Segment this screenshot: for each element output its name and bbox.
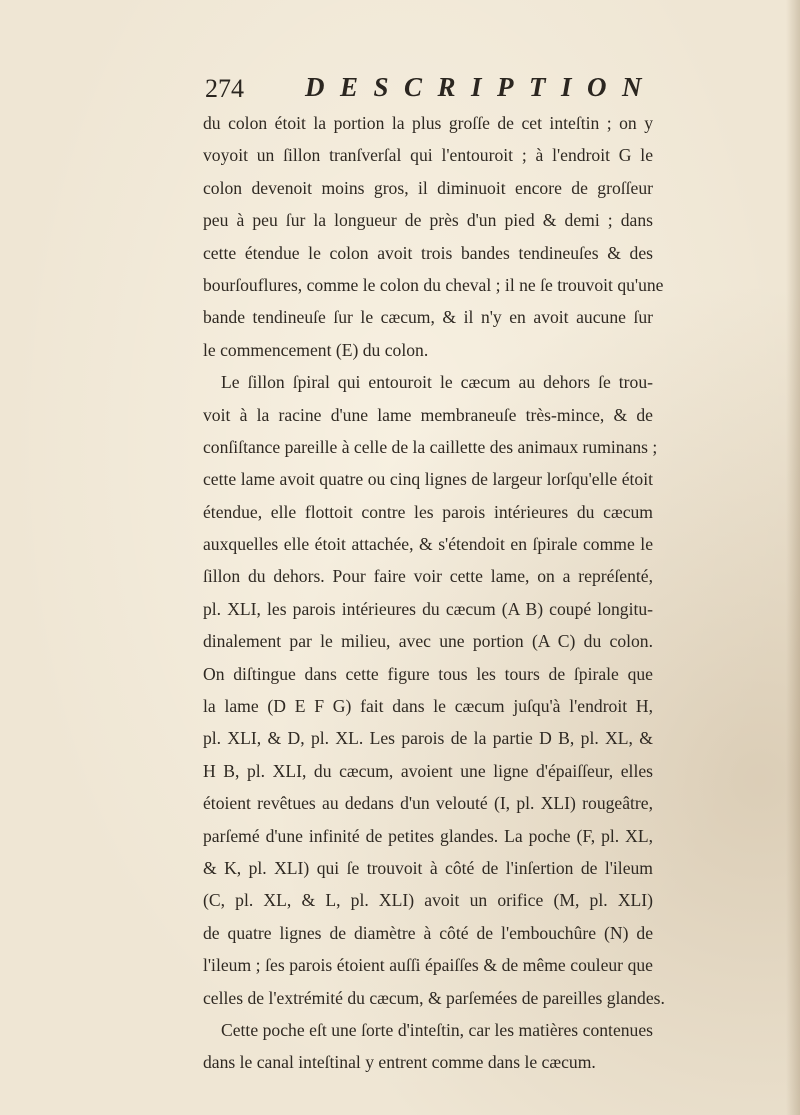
text-line: dans le canal inteſtinal y entrent comme dans le cæcum. <box>203 1052 596 1073</box>
body-text <box>203 107 665 1079</box>
text-line: l'ileum ; ſes parois étoient auſſi épaiſſes & de même couleur que <box>203 955 653 976</box>
text-line: pl. XLI, les parois intérieures du cæcum (A B) coupé longitu- <box>203 598 653 619</box>
text-line: bande tendineuſe ſur le cæcum, & il n'y en avoit aucune ſur <box>203 307 653 328</box>
text-line: pl. XLI, & D, pl. XL. Les parois de la partie D B, pl. XL, & <box>203 728 653 749</box>
text-line: conſiſtance pareille à celle de la caillette des animaux ruminans ; <box>203 436 658 457</box>
text-line: cette étendue le colon avoit trois bandes tendineuſes & des <box>203 242 653 263</box>
text-line: cette lame avoit quatre ou cinq lignes de largeur lorſqu'elle étoit <box>203 469 653 490</box>
text-line: (C, pl. XL, & L, pl. XLI) avoit un orifice (M, pl. XLI) <box>203 890 653 911</box>
text-line: la lame (D E F G) fait dans le cæcum juſqu'à l'endroit H, <box>203 696 653 717</box>
page-edge-shadow <box>786 0 800 1115</box>
page-number: 274 <box>205 74 244 103</box>
text-line: de quatre lignes de diamètre à côté de l'embouchûre (N) de <box>203 922 653 943</box>
text-line: ſillon du dehors. Pour faire voir cette lame, on a repréſenté, <box>203 566 653 587</box>
text-line: dinalement par le milieu, avec une portion (A C) du colon. <box>203 631 653 652</box>
text-line: voit à la racine d'une lame membraneuſe très-mince, & de <box>203 404 653 425</box>
text-line: parſemé d'une infinité de petites glandes. La poche (F, pl. XL, <box>203 825 653 846</box>
text-line: peu à peu ſur la longueur de près d'un pied & demi ; dans <box>203 210 653 231</box>
running-head: DESCRIPTION <box>305 72 658 102</box>
text-line: étendue, elle flottoit contre les parois intérieures du cæcum <box>203 501 653 522</box>
text-line: On diſtingue dans cette figure tous les tours de ſpirale que <box>203 663 653 684</box>
text-line: & K, pl. XLI) qui ſe trouvoit à côté de l'inſertion de l'ileum <box>203 857 653 878</box>
text-line: auxquelles elle étoit attachée, & s'étendoit en ſpirale comme le <box>203 534 653 555</box>
text-line: le commencement (E) du colon. <box>203 339 429 360</box>
page-header <box>205 72 658 108</box>
text-line: colon devenoit moins gros, il diminuoit encore de groſſeur <box>203 177 653 198</box>
text-line: H B, pl. XLI, du cæcum, avoient une ligne d'épaiſſeur, elles <box>203 760 653 781</box>
text-line: étoient revêtues au dedans d'un velouté (I, pl. XLI) rougeâtre, <box>203 793 653 814</box>
text-line: Le ſillon ſpiral qui entouroit le cæcum au dehors ſe trou- <box>221 372 653 393</box>
text-line: voyoit un ſillon tranſverſal qui l'entouroit ; à l'endroit G le <box>203 145 653 166</box>
text-line: celles de l'extrémité du cæcum, & parſemées de pareilles glandes. <box>203 987 665 1008</box>
text-line: bourſouflures, comme le colon du cheval ; il ne ſe trouvoit qu'une <box>203 274 664 295</box>
text-line: du colon étoit la portion la plus groſſe de cet inteſtin ; on y <box>203 113 653 133</box>
text-line: Cette poche eſt une ſorte d'inteſtin, car les matières contenues <box>221 1019 653 1040</box>
